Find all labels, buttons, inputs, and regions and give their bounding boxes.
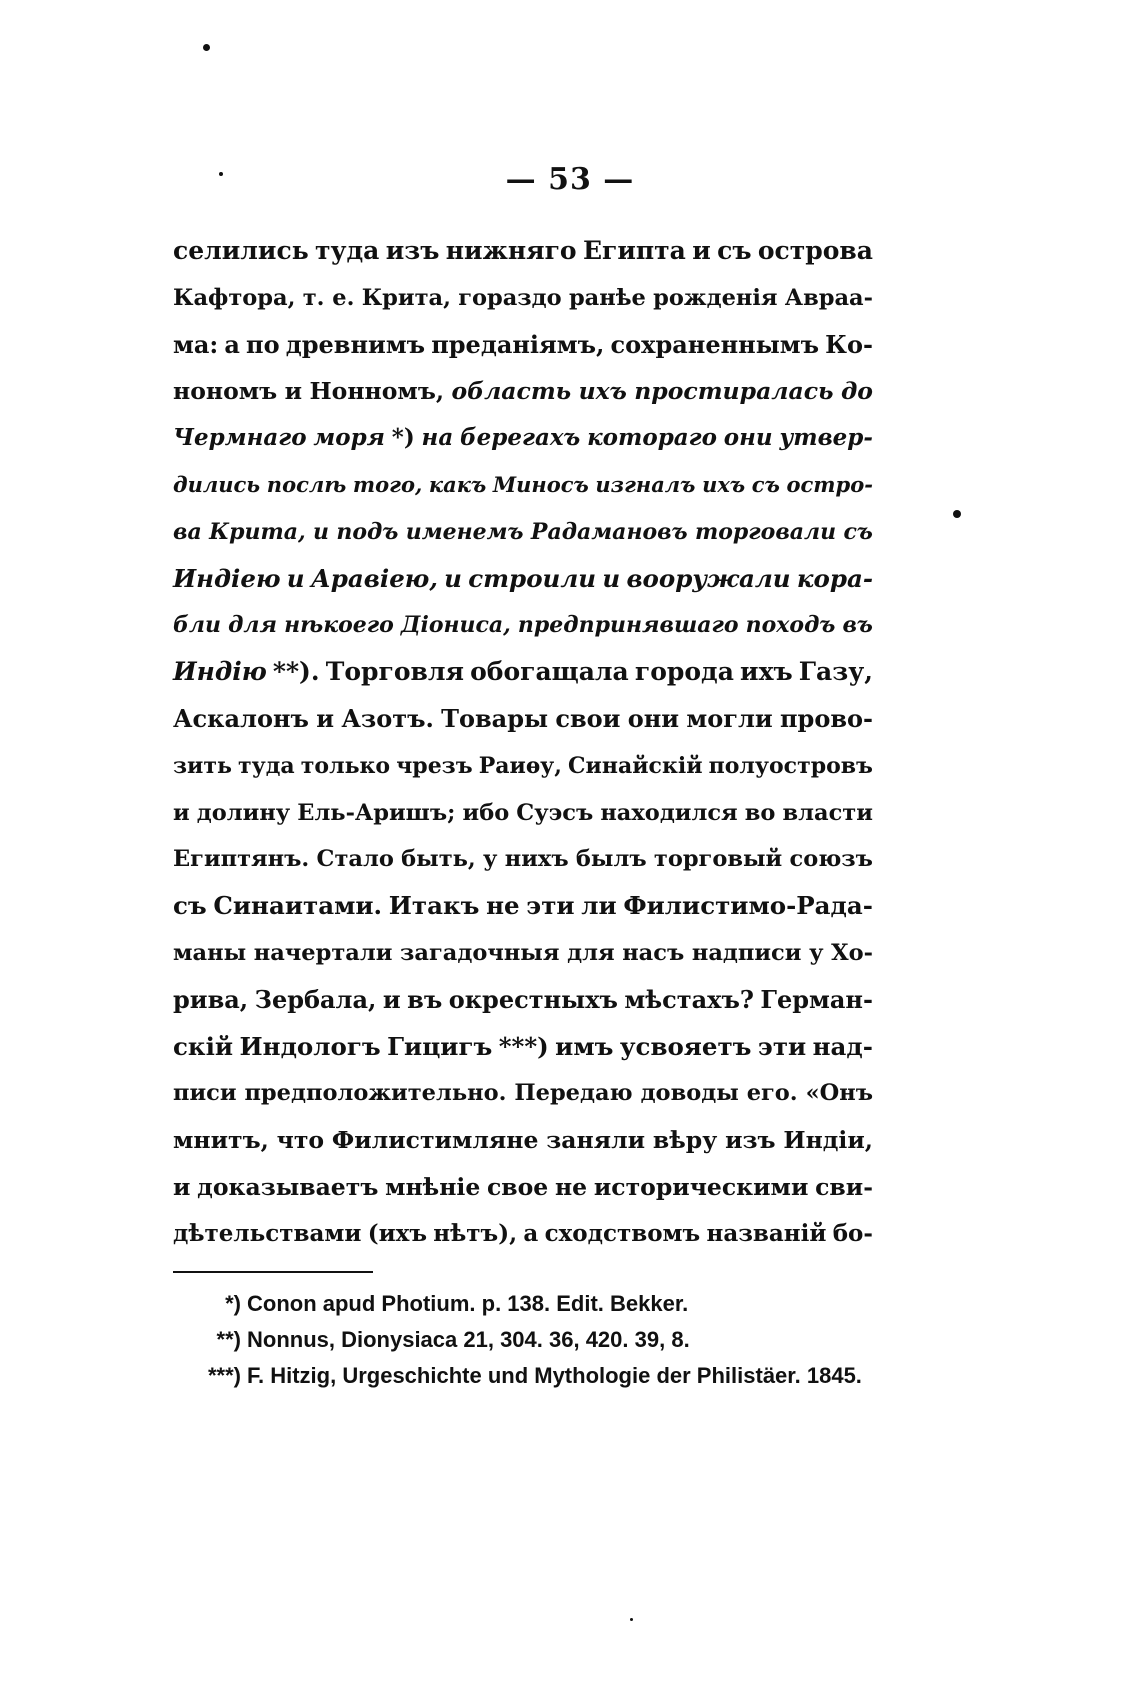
text-line (173, 696, 873, 743)
word: быть, (401, 846, 476, 873)
word: мнитъ, (173, 1126, 269, 1155)
word: имъ (555, 1031, 614, 1061)
word: во (744, 799, 776, 826)
word: находился (600, 799, 738, 826)
word: ма: (173, 329, 219, 359)
word: Передаю (514, 1080, 633, 1107)
word: ли (581, 891, 617, 921)
text-line (173, 1117, 873, 1164)
word: у (809, 939, 824, 966)
word: ва (173, 518, 202, 545)
word: нѣкоего (284, 612, 394, 639)
word: *) (391, 424, 415, 452)
footnote-text: Nonnus, Dionysiaca 21, 304. 36, 420. 39, 8. (247, 1327, 690, 1352)
word: его. (746, 1080, 798, 1107)
word: съ (717, 236, 752, 265)
word: маны (173, 939, 247, 966)
word: Египтянъ. (173, 846, 310, 873)
word: названій (706, 1219, 827, 1247)
word: по (246, 329, 280, 359)
text-line (173, 1211, 873, 1258)
word: торговый (653, 846, 783, 873)
word: Ель-Аришъ; (297, 799, 456, 826)
word: Аскалонъ (173, 703, 309, 733)
word: надписи (691, 939, 802, 966)
word: съ (843, 518, 873, 545)
word: начертали (253, 939, 393, 966)
word: Герман- (760, 984, 873, 1014)
scan-speck (953, 510, 961, 518)
word: и (173, 1172, 191, 1201)
footnote-mark: ***) (207, 1363, 241, 1388)
word: кора- (796, 563, 873, 593)
word: Зербала, (254, 984, 377, 1014)
word: доводы (640, 1080, 739, 1107)
word: (ихъ (367, 1219, 427, 1247)
word: острова (757, 236, 873, 265)
footnote-mark: **) (216, 1327, 241, 1352)
word: нихъ (504, 846, 569, 873)
text-line (173, 743, 873, 790)
text-line (173, 509, 873, 556)
word: только (300, 752, 391, 779)
word: они (723, 424, 773, 452)
word: простиралась (634, 377, 834, 406)
word: и (284, 377, 303, 406)
word: остро- (786, 471, 873, 497)
word: скій (173, 1031, 234, 1061)
word: **). (272, 657, 320, 687)
text-line (173, 930, 873, 977)
word: полуостровъ (708, 752, 873, 779)
word: Товары (441, 703, 549, 733)
word: былъ (575, 846, 647, 873)
word: бо- (832, 1219, 873, 1247)
text-line (173, 790, 873, 837)
word: не (554, 1172, 588, 1201)
word: Итакъ (388, 891, 480, 921)
word: послѣ (266, 471, 347, 497)
word: ибо (462, 799, 510, 826)
word: доказываетъ (197, 1172, 379, 1201)
word: обогащала (470, 657, 629, 687)
word: Раиѳу, (478, 752, 562, 779)
word: торговали (694, 518, 837, 545)
footnote (193, 1322, 893, 1358)
text-line (173, 322, 873, 369)
word: изгналъ (595, 471, 696, 497)
word: и (602, 563, 621, 593)
word: преданіямъ, (431, 329, 605, 359)
word: Аравіею, (310, 563, 438, 593)
text-line (173, 977, 873, 1024)
word: изъ (725, 1126, 776, 1155)
word: над- (812, 1031, 873, 1061)
word: съ (751, 471, 780, 497)
word: и (313, 518, 330, 545)
word: Синаитами. (213, 891, 383, 921)
word: они (627, 703, 680, 733)
word: Азотъ. (341, 703, 434, 733)
main-paragraph (173, 228, 873, 1258)
word: Миносъ (492, 471, 589, 497)
word: долину (196, 799, 291, 826)
word: прово- (779, 703, 873, 733)
word: Хо- (831, 939, 873, 966)
word: а (224, 329, 240, 359)
word: для (228, 612, 277, 639)
word: писи (173, 1080, 237, 1107)
word: нижняго (445, 236, 577, 265)
word: до (840, 377, 873, 406)
word: Радамановъ (530, 518, 688, 545)
word: селились (173, 236, 309, 265)
footnote-text: Conon apud Photium. p. 138. Edit. Bekker. (247, 1291, 689, 1316)
word: усвояетъ (619, 1031, 752, 1061)
word: ихъ (578, 377, 627, 406)
word: и (173, 799, 190, 826)
word: Кафтора, (173, 284, 296, 311)
word: власти (782, 799, 873, 826)
word: насъ (622, 939, 685, 966)
word: какъ (428, 471, 487, 497)
word: дѣтельствами (173, 1219, 362, 1247)
word: эти (757, 1031, 807, 1061)
word: Индологъ (239, 1031, 381, 1061)
word: т. е. (302, 284, 355, 311)
word: вѣру (652, 1126, 718, 1155)
word: чрезъ (396, 752, 473, 779)
word: что (276, 1126, 325, 1155)
word: сходствомъ (544, 1219, 701, 1247)
word: Филистимо-Рада- (623, 891, 873, 921)
word: Индію (173, 657, 267, 687)
word: Торговля (325, 657, 464, 687)
word: область (451, 377, 572, 406)
word: города (634, 657, 734, 687)
word: Крита, (209, 518, 306, 545)
word: мнѣніе (385, 1172, 481, 1201)
word: въ (842, 612, 873, 639)
word: Ко- (825, 329, 873, 359)
word: вооружали (626, 563, 791, 593)
word: «Онъ (805, 1080, 873, 1107)
word: Газу, (798, 657, 873, 687)
word: заняли (546, 1126, 646, 1155)
word: Крита, (361, 284, 451, 311)
word: а (523, 1219, 539, 1247)
word: туда (238, 752, 295, 779)
text-line (173, 883, 873, 930)
text-line (173, 275, 873, 322)
word: Индіею (173, 563, 281, 593)
word: утвер- (779, 424, 873, 452)
word: мѣстахъ? (624, 984, 754, 1014)
word: Индіи, (783, 1126, 873, 1155)
word: и (692, 236, 711, 265)
word: нѣтъ), (433, 1219, 518, 1247)
text-line (173, 556, 873, 603)
word: котораго (587, 424, 717, 452)
word: дились (173, 471, 261, 497)
word: загадочныя (400, 939, 560, 966)
word: рожденія (653, 284, 778, 311)
word: у (483, 846, 498, 873)
word: свое (487, 1172, 549, 1201)
word: ихъ (740, 657, 793, 687)
text-line (173, 602, 873, 649)
word: для (567, 939, 615, 966)
word: ***) (498, 1031, 549, 1061)
word: изъ (385, 236, 440, 265)
word: Суэсъ (516, 799, 594, 826)
footnote-mark: *) (225, 1291, 241, 1316)
word: Нонномъ, (309, 377, 445, 406)
word: и (444, 563, 462, 593)
word: гораздо (458, 284, 562, 311)
footnote (193, 1358, 893, 1394)
text-line (173, 462, 873, 509)
word: окрестныхъ (448, 984, 618, 1014)
word: Филистимляне (331, 1126, 539, 1155)
word: походъ (745, 612, 836, 639)
word: и (382, 984, 401, 1014)
word: не (486, 891, 520, 921)
word: ранѣе (568, 284, 646, 311)
footnote-separator (173, 1271, 373, 1273)
word: свои (555, 703, 621, 733)
word: берегахъ (460, 424, 581, 452)
word: Авраа- (784, 284, 873, 311)
word: союзъ (789, 846, 873, 873)
word: Гицигъ (387, 1031, 493, 1061)
text-line (173, 1164, 873, 1211)
text-line (173, 649, 873, 696)
footnote (193, 1286, 893, 1322)
scan-speck (203, 44, 210, 51)
word: древнимъ (285, 329, 426, 359)
footnote-text: F. Hitzig, Urgeschichte und Mythologie der Philistäer. 1845. (247, 1363, 862, 1388)
word: того, (352, 471, 423, 497)
word: нономъ (173, 377, 278, 406)
text-line (173, 1024, 873, 1071)
word: предпринявшаго (517, 612, 739, 639)
word: и (316, 703, 335, 733)
word: зить (173, 752, 232, 779)
word: моря (313, 424, 385, 452)
word: могли (686, 703, 773, 733)
text-line (173, 1070, 873, 1117)
word: Стало (316, 846, 394, 873)
text-line (173, 228, 873, 275)
scan-speck (630, 1618, 633, 1621)
word: Чермнаго (173, 424, 307, 452)
word: Египта (582, 236, 686, 265)
word: съ (173, 891, 207, 921)
word: Синайскій (568, 752, 703, 779)
word: Діониса, (400, 612, 511, 639)
word: и (286, 563, 305, 593)
word: именемъ (405, 518, 524, 545)
word: туда (315, 236, 380, 265)
word: строили (468, 563, 597, 593)
word: сохраненнымъ (610, 329, 820, 359)
word: историческими (593, 1172, 809, 1201)
scan-speck (219, 172, 223, 176)
word: ихъ (702, 471, 746, 497)
footnotes (193, 1286, 893, 1394)
page-number: — 53 — (505, 162, 635, 197)
word: на (421, 424, 454, 452)
text-line (173, 368, 873, 415)
text-line (173, 836, 873, 883)
word: бли (173, 612, 221, 639)
text-line (173, 415, 873, 462)
word: эти (526, 891, 575, 921)
word: подъ (336, 518, 399, 545)
word: рива, (173, 984, 249, 1014)
word: въ (407, 984, 443, 1014)
word: предположительно. (244, 1080, 507, 1107)
word: сви- (815, 1172, 873, 1201)
